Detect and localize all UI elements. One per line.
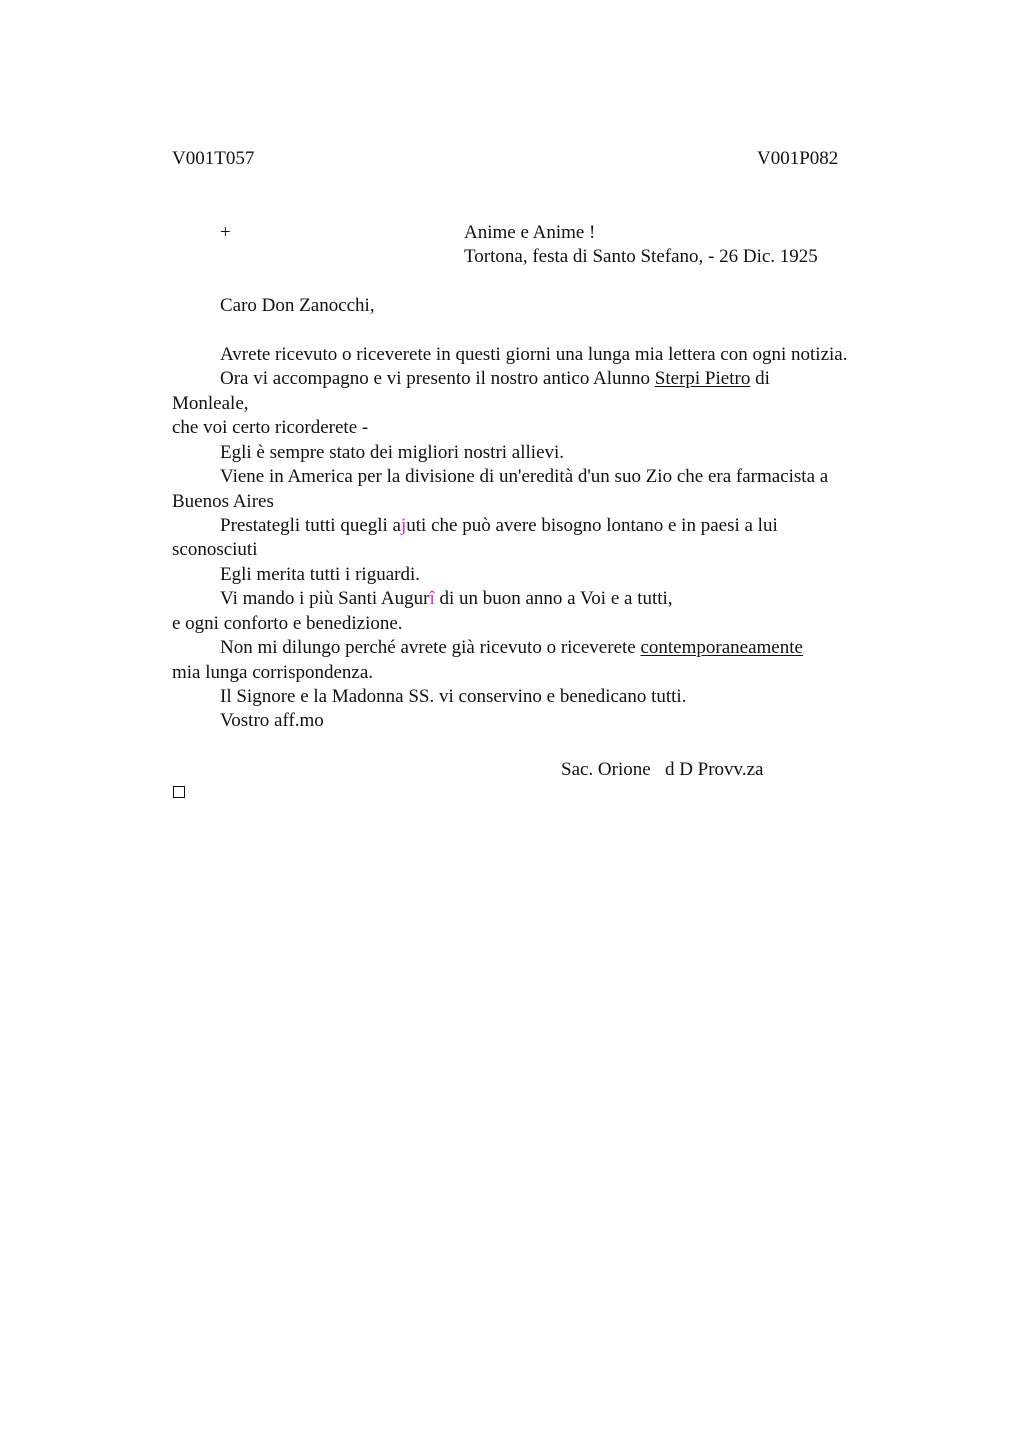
body-text: di un buon anno a Voi e a tutti, — [434, 588, 673, 609]
end-square-icon — [173, 786, 185, 798]
body-line: e ogni conforto e benedizione. — [172, 613, 403, 634]
body-text: di — [750, 368, 770, 389]
body-line: sconosciuti — [172, 539, 258, 560]
salutation: Caro Don Zanocchi, — [220, 295, 375, 316]
highlighted-letter: î — [429, 588, 435, 609]
place-date: Tortona, festa di Santo Stefano, - 26 Dic. 1925 — [464, 246, 818, 267]
underlined-word: contemporaneamente — [640, 637, 803, 658]
body-text: uti che può avere bisogno lontano e in paesi a lui — [406, 515, 778, 536]
cross-mark: + — [220, 222, 231, 243]
body-line — [220, 514, 778, 538]
body-line: Egli è sempre stato dei migliori nostri allievi. — [220, 442, 565, 463]
student-name: Sterpi Pietro — [654, 368, 751, 389]
body-text: Non mi dilungo perché avrete già ricevuto o riceverete — [220, 637, 641, 658]
body-text: Ora vi accompagno e vi presento il nostro antico Alunno — [220, 368, 655, 389]
body-line: che voi certo ricorderete - — [172, 417, 369, 438]
body-line: Il Signore e la Madonna SS. vi conservino e benedicano tutti. — [220, 686, 687, 707]
body-line: Egli merita tutti i riguardi. — [220, 564, 420, 585]
body-line: Viene in America per la divisione di un'eredità d'un suo Zio che era farmacista a — [220, 466, 829, 487]
highlighted-letter: j — [401, 515, 407, 536]
body-line — [220, 587, 673, 611]
body-line — [220, 367, 770, 391]
body-text: Vi mando i più Santi Augur — [220, 588, 430, 609]
body-line: Buenos Aires — [172, 491, 274, 512]
body-text: Prestategli tutti quegli a — [220, 515, 401, 536]
doc-code-left: V001T057 — [172, 148, 255, 169]
body-line — [220, 636, 803, 660]
letter-title: Anime e Anime ! — [464, 222, 596, 243]
body-line: mia lunga corrispondenza. — [172, 662, 374, 683]
body-line: Avrete ricevuto o riceverete in questi giorni una lunga mia lettera con ogni notizia. — [220, 344, 848, 365]
signature: Sac. Orione d D Provv.za — [561, 759, 764, 780]
body-line: Monleale, — [172, 393, 249, 414]
doc-code-right: V001P082 — [757, 148, 839, 169]
closing-line: Vostro aff.mo — [220, 710, 324, 731]
